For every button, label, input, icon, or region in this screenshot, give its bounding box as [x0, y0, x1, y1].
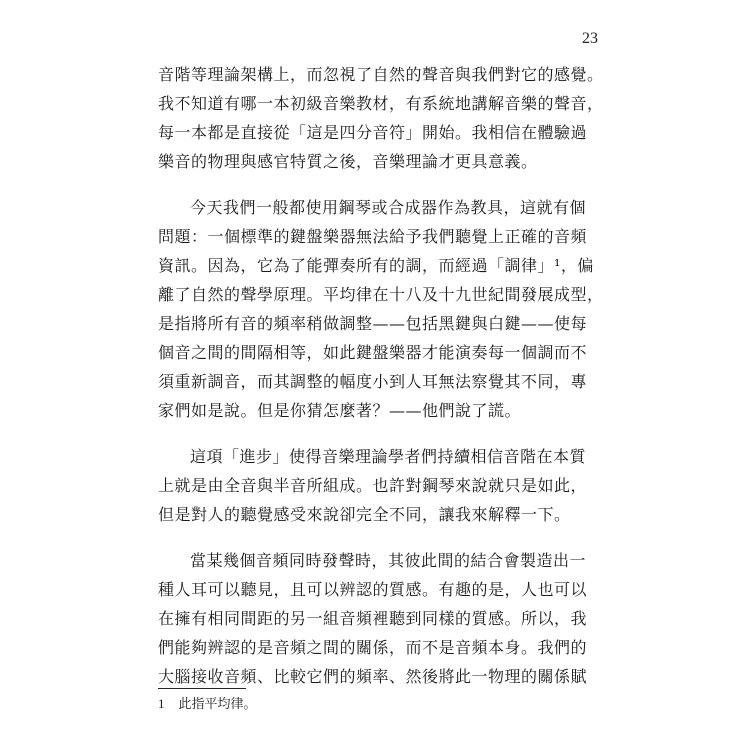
footnote-number: 1: [158, 696, 165, 711]
text-line: 我不知道有哪一本初級音樂教材，有系統地講解音樂的聲音，: [158, 94, 604, 113]
text-line: 每一本都是直接從「這是四分音符」開始。我相信在體驗過: [158, 123, 588, 142]
text-line: 種人耳可以聽見，且可以辨認的質感。有趣的是，人也可以: [158, 580, 588, 599]
paragraph-4: [158, 546, 598, 691]
text-line: 問題：一個標準的鍵盤樂器無法給予我們聽覺上正確的音頻: [158, 227, 588, 246]
paragraph-2: [158, 193, 604, 425]
paragraph-1: [158, 60, 604, 176]
text-line: 離了自然的聲學原理。平均律在十八及十九世紀間發展成型，: [158, 285, 604, 304]
text-line: 樂音的物理與感官特質之後，音樂理論才更具意義。: [158, 152, 538, 171]
paragraph-3: [158, 442, 598, 529]
text-line: 須重新調音，而其調整的幅度小到人耳無法察覺其不同，專: [158, 372, 588, 391]
text-line: 音階等理論架構上，而忽視了自然的聲音與我們對它的感覺。: [158, 65, 604, 84]
text-line: 當某幾個音頻同時發聲時，其彼此間的結合會製造出一: [190, 551, 587, 570]
text-line: 個音之間的間隔相等，如此鍵盤樂器才能演奏每一個調而不: [158, 343, 588, 362]
text-line: 在擁有相同間距的另一組音頻裡聽到同樣的質感。所以，我: [158, 609, 588, 628]
text-line: 是指將所有音的頻率稍做調整——包括黑鍵與白鍵——使每: [158, 314, 588, 333]
text-line: 資訊。因為，它為了能彈奏所有的調，而經過「調律」¹，偏: [158, 256, 594, 275]
text-line: 們能夠辨認的是音頻之間的關係，而不是音頻本身。我們的: [158, 638, 588, 657]
text-line: 今天我們一般都使用鋼琴或合成器作為教具，這就有個: [190, 198, 587, 217]
footnote-divider: [158, 688, 246, 689]
body-text: [158, 60, 604, 708]
page-number: 23: [582, 30, 598, 47]
text-line: 上就是由全音與半音所組成。也許對鋼琴來說就只是如此，: [158, 476, 588, 495]
text-line: 但是對人的聽覺感受來說卻完全不同，讓我來解釋一下。: [158, 505, 571, 524]
footnote: [158, 694, 257, 715]
text-line: 大腦接收音頻、比較它們的頻率、然後將此一物理的關係賦: [158, 667, 588, 686]
footnote-text: 此指平均律。: [178, 697, 257, 712]
text-line: 家們如是說。但是你猜怎麼著？——他們說了謊。: [158, 401, 522, 420]
text-line: 這項「進步」使得音樂理論學者們持續相信音階在本質: [190, 447, 587, 466]
